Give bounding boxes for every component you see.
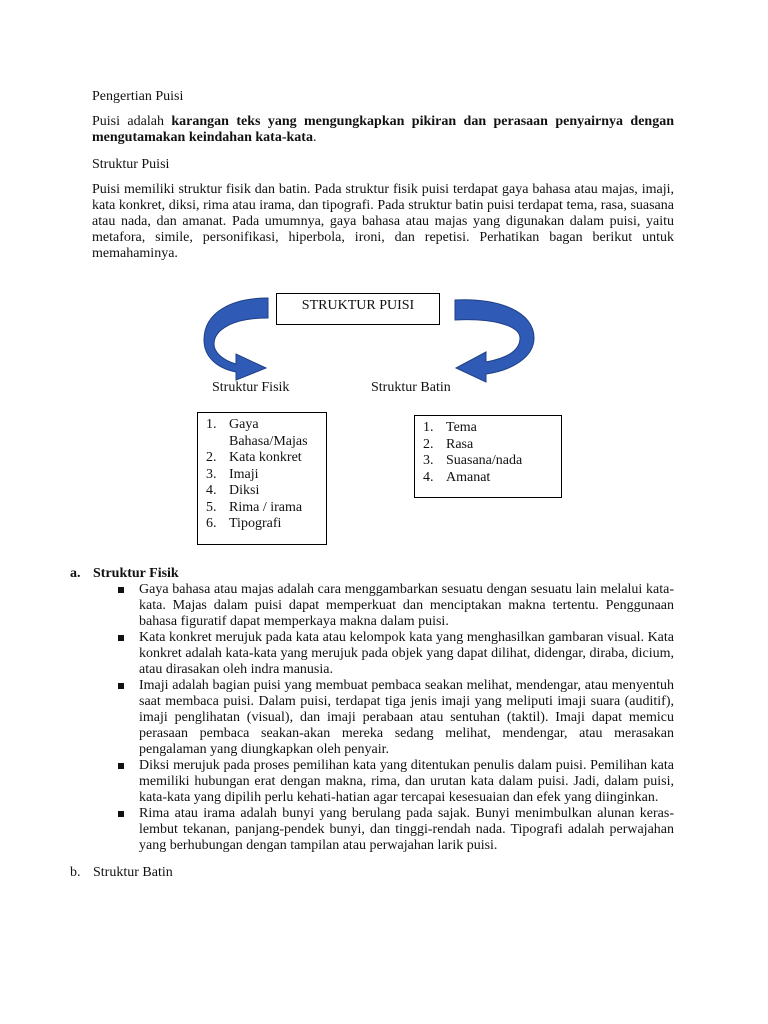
fisik-list-box — [197, 412, 327, 545]
fisik-list — [198, 413, 326, 533]
diagram-title-box — [276, 293, 440, 325]
definition-lead: Puisi adalah — [92, 114, 172, 129]
batin-list — [415, 416, 561, 486]
bullet-square-icon — [118, 587, 124, 593]
list-item: 4. Diksi — [206, 483, 260, 498]
bullet-square-icon — [118, 763, 124, 769]
bullet-item: Rima atau irama adalah bunyi yang berulang pada sajak. Bunyi menimbulkan alunan keras-lembut tekanan, panjang-pendek bunyi, dan tinggi-rendah nada. Tipografi adalah perwajahan yang berhubungan dengan tampilan atau perwajahan larik puisi. — [139, 806, 674, 854]
section-a-heading — [70, 566, 674, 582]
bullet-square-icon — [118, 683, 124, 689]
section-b-title: Struktur Batin — [93, 865, 173, 880]
list-item: 4. Amanat — [423, 469, 491, 485]
section-b-letter: b. — [70, 865, 81, 880]
bullet-square-icon — [118, 811, 124, 817]
label-struktur-batin: Struktur Batin — [371, 380, 451, 395]
bullet-item: Kata konkret merujuk pada kata atau kelompok kata yang menghasilkan gambaran visual. Kata konkret adalah kata-kata yang merujuk pada objek yang dapat dilihat, didengar, diraba, dicium, atau dirasakan oleh indra manusia. — [139, 630, 674, 678]
definition-tail: . — [312, 130, 317, 145]
section-struktur-batin — [70, 865, 674, 881]
heading-pengertian: Pengertian Puisi — [92, 89, 184, 104]
right-curved-arrow — [455, 300, 534, 382]
list-item: 2. Rasa — [423, 436, 474, 452]
list-item: 3. Suasana/nada — [423, 453, 523, 468]
bullet-item: Diksi merujuk pada proses pemilihan kata yang ditentukan penulis dalam puisi. Pemilihan kata memiliki hubungan erat dengan makna, rima, dan urutan kata dalam puisi. Jadi, dalam puisi, kata-kata yang dipilih perlu kehati-hatian agar tercapai kesesuaian dan efek yang diinginkan. — [139, 758, 674, 806]
bullet-item: Imaji adalah bagian puisi yang membuat pembaca seakan melihat, mendengar, atau menyentuh saat membaca puisi. Dalam puisi, terdapat tiga jenis imaji yang meliputi imaji suara (auditif), imaji penglihatan (visual), dan imaji perabaan atau sentuhan (taktil). Imaji dapat memicu perasaan pembaca seakan-akan mereka sedang melihat, mendengar, atau merasakan pengalaman yang diungkapkan oleh penyair. — [139, 678, 674, 758]
section-a-letter: a. — [70, 566, 81, 581]
label-struktur-fisik: Struktur Fisik — [212, 380, 290, 395]
list-item: 1. Tema — [423, 420, 477, 435]
bullet-item: Gaya bahasa atau majas adalah cara menggambarkan sesuatu dengan sesuatu lain melalui kata-kata. Majas dalam puisi dapat memperkuat dan menciptakan makna tertentu. Penggunaan bahasa figuratif dapat memperkaya makna dalam puisi. — [139, 582, 674, 630]
batin-list-box — [414, 415, 562, 498]
section-struktur-fisik — [70, 566, 674, 854]
heading-struktur: Struktur Puisi — [92, 157, 170, 172]
section-b-heading — [70, 865, 674, 881]
bullet-square-icon — [118, 635, 124, 641]
list-item: 2. Kata konkret — [206, 450, 302, 465]
section-a-title: Struktur Fisik — [93, 566, 179, 581]
list-item: 6. Tipografi — [206, 516, 282, 531]
list-item: 5. Rima / irama — [206, 499, 303, 515]
definition-bold: karangan teks yang mengungkapkan pikiran dan perasaan penyairnya dengan mengutamakan keindahan kata-kata — [92, 114, 674, 145]
list-item: 3. Imaji — [206, 466, 259, 482]
list-item: 1. Gaya Bahasa/Majas — [206, 417, 308, 449]
diagram-title: STRUKTUR PUISI — [301, 298, 415, 313]
fisik-bullet-list — [70, 582, 674, 854]
left-curved-arrow — [204, 298, 268, 380]
structure-paragraph: Puisi memiliki struktur fisik dan batin. Pada struktur fisik puisi terdapat gaya bahasa atau majas, imaji, kata konkret, diksi, rima atau irama, dan tipografi. Pada struktur batin puisi terdapat tema, rasa, suasana atau nada, dan amanat. Pada umumnya, gaya bahasa atau majas yang digunakan dalam puisi, yaitu metafora, simile, personifikasi, hiperbola, ironi, dan repetisi. Perhatikan bagan berikut untuk memahaminya. — [92, 182, 674, 261]
